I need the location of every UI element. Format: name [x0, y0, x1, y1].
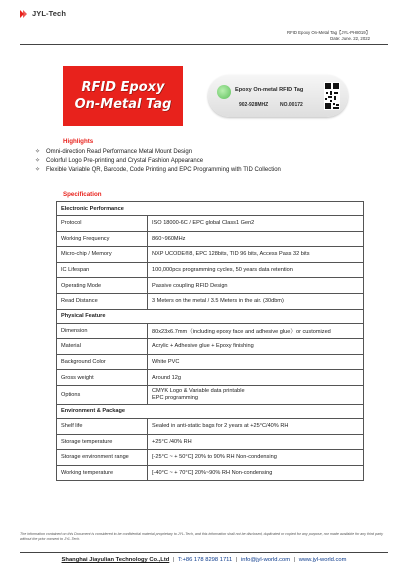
table-row	[57, 323, 364, 339]
group-name: Physical Feature	[57, 309, 364, 323]
spec-key: Operating Mode	[57, 278, 148, 294]
spec-value: +25°C /40% RH	[148, 434, 364, 450]
footer-separator: |	[235, 557, 238, 563]
document-date: Date: June. 22, 2022	[330, 36, 370, 41]
diamond-bullet-icon: ✧	[35, 167, 41, 173]
spec-key: Options	[57, 385, 148, 404]
qr-code-icon	[324, 82, 340, 110]
spec-key: IC Lifespan	[57, 262, 148, 278]
tag-body	[208, 75, 348, 117]
spec-key: Background Color	[57, 354, 148, 370]
footer-website-link[interactable]: www.jyl-world.com	[298, 557, 347, 563]
group-name: Environment & Package	[57, 404, 364, 418]
spec-value: Acrylic + Adhesive glue + Epoxy finishing	[148, 339, 364, 355]
spec-key: Material	[57, 339, 148, 355]
spec-value: [-25°C ~ + 50°C] 20% to 90% RH Non-condensing	[148, 450, 364, 466]
highlights-list	[35, 148, 281, 175]
table-row	[57, 339, 364, 355]
specification-title: Specification	[63, 191, 102, 198]
highlight-text: Colorful Logo Pre-printing and Crystal Fashion Appearance	[46, 158, 204, 164]
table-group-header	[57, 309, 364, 323]
highlight-item	[35, 157, 281, 166]
footer-divider	[20, 552, 388, 553]
document-header	[287, 30, 370, 42]
tag-frequency: 902-928MHZ	[239, 102, 269, 108]
table-row	[57, 247, 364, 263]
table-row	[57, 231, 364, 247]
spec-value: 100,000pcs programming cycles, 50 years data retention	[148, 262, 364, 278]
tag-logo-icon	[217, 85, 231, 99]
footer-email-link[interactable]: info@jyl-world.com	[240, 557, 291, 563]
header-divider	[20, 44, 388, 45]
highlight-text: Flexible Variable QR, Barcode, Code Printing and EPC Programming with TID Collection	[46, 167, 281, 173]
highlight-item	[35, 166, 281, 175]
spec-value: NXP UCODE®8, EPC 128bits, TID 96 bits, Access Pass 32 bits	[148, 247, 364, 263]
options-line-1: CMYK Logo & Variable data printable	[152, 387, 245, 394]
table-row	[57, 293, 364, 309]
highlight-item	[35, 148, 281, 157]
footer-separator: |	[293, 557, 296, 563]
spec-value: ISO 18000-6C / EPC global Class1 Gen2	[148, 216, 364, 232]
highlight-text: Omni-direction Read Performance Metal Mount Design	[46, 149, 193, 155]
table-group-header	[57, 202, 364, 216]
diamond-bullet-icon: ✧	[35, 158, 41, 164]
table-row	[57, 465, 364, 481]
product-banner	[63, 66, 183, 126]
spec-value: 860~960MHz	[148, 231, 364, 247]
footer-phone: T:+86 178 8298 1711	[177, 557, 233, 563]
spec-key: Working Frequency	[57, 231, 148, 247]
spec-value	[148, 385, 364, 404]
table-row	[57, 262, 364, 278]
tag-number: NO.00172	[280, 102, 303, 108]
highlights-title: Highlights	[63, 138, 94, 145]
spec-key: Dimension	[57, 323, 148, 339]
spec-value: Passive coupling RFID Design	[148, 278, 364, 294]
specification-table	[56, 201, 364, 481]
spec-key: Gross weight	[57, 370, 148, 386]
company-logo	[20, 9, 66, 18]
table-row	[57, 385, 364, 404]
table-group-header	[57, 404, 364, 418]
spec-value: 3 Meters on the metal / 3.5 Meters in the air. (30dbm)	[148, 293, 364, 309]
table-row	[57, 434, 364, 450]
document-title: RFID Epoxy On-Metal Tag【JYL-PH8019】	[286, 30, 370, 35]
spec-key: Storage environment range	[57, 450, 148, 466]
table-row	[57, 450, 364, 466]
spec-key: Read Distance	[57, 293, 148, 309]
footer-separator: |	[172, 557, 175, 563]
spec-key: Storage temperature	[57, 434, 148, 450]
spec-value: [-40°C ~ + 70°C] 20%~90% RH Non-condensing	[148, 465, 364, 481]
spec-key: Shelf life	[57, 418, 148, 434]
footer-company: Shanghai Jiayulian Technology Co.,Ltd	[61, 557, 170, 563]
spec-key: Working temperature	[57, 465, 148, 481]
logo-mark-icon	[20, 10, 30, 18]
diamond-bullet-icon: ✧	[35, 149, 41, 155]
banner-line-1: RFID Epoxy	[81, 80, 165, 95]
table-row	[57, 370, 364, 386]
spec-value: Sealed in anti-static bags for 2 years at +25°C/40% RH	[148, 418, 364, 434]
footer	[0, 557, 408, 563]
tag-title: Epoxy On-metal RFID Tag	[235, 87, 304, 93]
table-row	[57, 278, 364, 294]
spec-value: White PVC	[148, 354, 364, 370]
logo-text: JYL-Tech	[32, 9, 67, 18]
banner-line-2: On-Metal Tag	[74, 97, 172, 112]
spec-value: 80x23x6.7mm（including epoxy face and adhesive glue）or customized	[148, 323, 364, 339]
group-name: Electronic Performance	[57, 202, 364, 216]
tag-product-image	[208, 75, 348, 117]
spec-value: Around 12g	[148, 370, 364, 386]
spec-key: Protocol	[57, 216, 148, 232]
table-row	[57, 216, 364, 232]
table-row	[57, 418, 364, 434]
options-line-2: EPC programming	[152, 394, 199, 401]
confidentiality-footnote: The information contained on this Document is considered to be confidential material proprietary to JYL-Tech, and this information shall not be disclosed, duplicated or copied for any purpose, nor made available for any third party without the prior consent to JYL-Tech.	[20, 532, 384, 541]
spec-key: Micro-chip / Memory	[57, 247, 148, 263]
table-row	[57, 354, 364, 370]
